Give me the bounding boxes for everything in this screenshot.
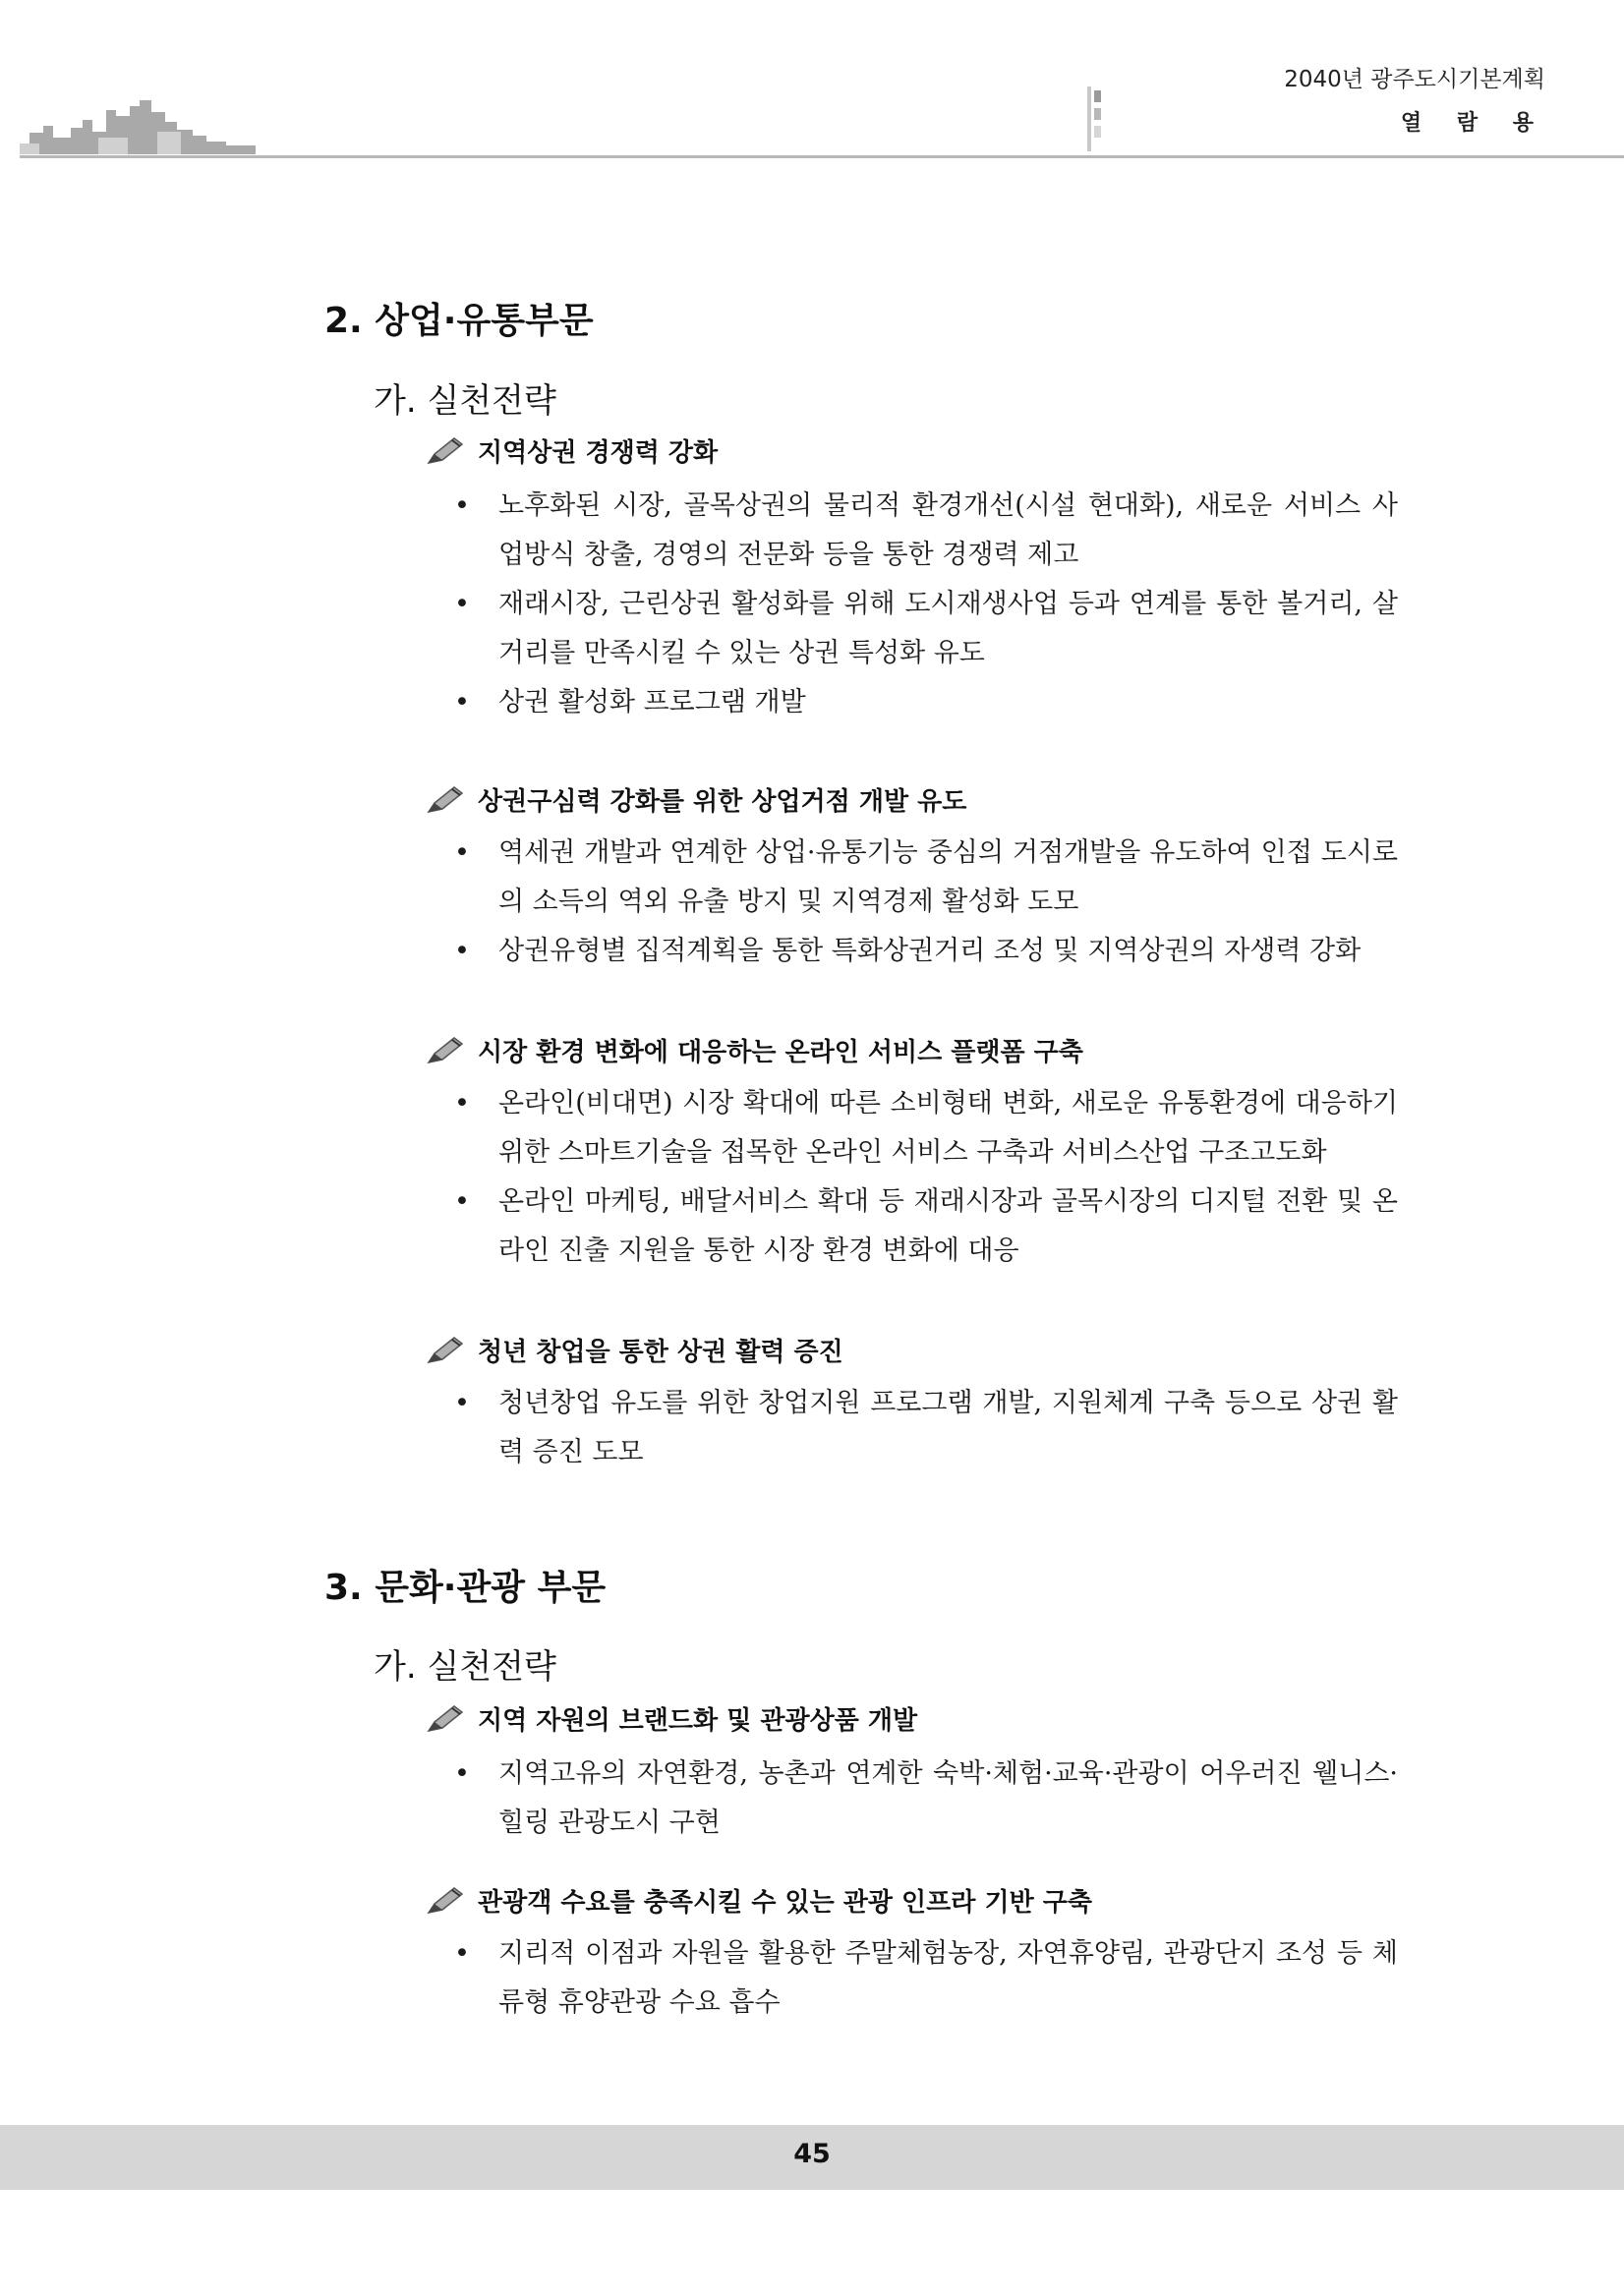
bullet-marker: • [454, 490, 470, 521]
bullet-marker: • [454, 1758, 470, 1789]
list-item-text: 역세권 개발과 연계한 상업·유통기능 중심의 거점개발을 유도하여 인접 도시로의 소득의 역외 유출 방지 및 지역경제 활성화 도모 [498, 837, 1398, 917]
pencil-icon [425, 1704, 466, 1734]
document-title: 2040년 광주도시기본계획 [1284, 67, 1545, 92]
list-item [454, 1177, 1398, 1276]
list-item-text: 온라인 마케팅, 배달서비스 확대 등 재래시장과 골목시장의 디지털 전환 및 온라인 진출 지원을 통한 시장 환경 변화에 대응 [498, 1186, 1398, 1266]
bullet-marker: • [454, 1088, 470, 1119]
strategy-heading [425, 1032, 1083, 1068]
list-item-text: 상권유형별 집적계획을 통한 특화상권거리 조성 및 지역상권의 자생력 강화 [498, 936, 1362, 966]
bullet-marker: • [454, 936, 470, 966]
list-item [454, 1379, 1398, 1477]
page-number: 45 [793, 2139, 831, 2169]
list-item [454, 482, 1398, 580]
strategy-heading [425, 432, 718, 469]
list-item-text: 재래시장, 근린상권 활성화를 위해 도시재생사업 등과 연계를 통한 볼거리, 살거리를 만족시킬 수 있는 상권 특성화 유도 [498, 589, 1398, 668]
bullet-marker: • [454, 837, 470, 868]
list-item-text: 상권 활성화 프로그램 개발 [498, 687, 806, 718]
strategy-heading [425, 1700, 917, 1737]
section-subtitle: 가. 실천전략 [374, 1647, 556, 1687]
strategy-heading-text: 관광객 수요를 충족시킬 수 있는 관광 인프라 기반 구축 [478, 1888, 1092, 1918]
list-item-text: 온라인(비대면) 시장 확대에 따른 소비형태 변화, 새로운 유통환경에 대응하기 위한 스마트기술을 접목한 온라인 서비스 구축과 서비스산업 구조고도화 [498, 1088, 1398, 1168]
strategy-heading-text: 지역 자원의 브랜드화 및 관광상품 개발 [478, 1706, 918, 1736]
pencil-icon [425, 1886, 466, 1916]
section-title: 2. 상업·유통부문 [324, 301, 594, 341]
list-item [454, 1750, 1398, 1848]
list-item-text: 지역고유의 자연환경, 농촌과 연계한 숙박·체험·교육·관광이 어우러진 웰니스·힐링 관광도시 구현 [498, 1758, 1398, 1838]
strategy-heading [425, 781, 966, 818]
pencil-icon [425, 436, 466, 466]
strategy-heading [425, 1332, 843, 1368]
list-item [454, 927, 1398, 976]
list-item [454, 580, 1398, 678]
pencil-icon [425, 785, 466, 815]
strategy-heading-text: 시장 환경 변화에 대응하는 온라인 서비스 플랫폼 구축 [478, 1038, 1083, 1067]
document-status-label: 열 람 용 [1400, 111, 1547, 136]
list-item [454, 678, 1398, 727]
list-item-text: 청년창업 유도를 위한 창업지원 프로그램 개발, 지원체계 구축 등으로 상권 활력 증진 도모 [498, 1388, 1398, 1467]
bullet-marker: • [454, 1938, 470, 1969]
bullet-marker: • [454, 589, 470, 619]
strategy-heading-text: 상권구심력 강화를 위한 상업거점 개발 유도 [478, 787, 967, 817]
section-subtitle: 가. 실천전략 [374, 381, 556, 421]
bullet-marker: • [454, 1388, 470, 1418]
list-item [454, 1929, 1398, 2028]
bullet-marker: • [454, 1186, 470, 1217]
list-item [454, 1079, 1398, 1177]
section-title: 3. 문화·관광 부문 [324, 1568, 607, 1608]
strategy-heading-text: 지역상권 경쟁력 강화 [478, 438, 719, 468]
strategy-heading [425, 1882, 1092, 1919]
pencil-icon [425, 1036, 466, 1065]
header-marker-decoration [1087, 86, 1101, 151]
list-item-text: 노후화된 시장, 골목상권의 물리적 환경개선(시설 현대화), 새로운 서비스 사업방식 창출, 경영의 전문화 등을 통한 경쟁력 제고 [498, 490, 1398, 570]
strategy-heading-text: 청년 창업을 통한 상권 활력 증진 [478, 1338, 843, 1367]
header-rule [20, 155, 1624, 158]
list-item [454, 829, 1398, 927]
list-item-text: 지리적 이점과 자원을 활용한 주말체험농장, 자연휴양림, 관광단지 조성 등 체류형 휴양관광 수요 흡수 [498, 1938, 1398, 2018]
bullet-marker: • [454, 687, 470, 718]
pencil-icon [425, 1336, 466, 1365]
